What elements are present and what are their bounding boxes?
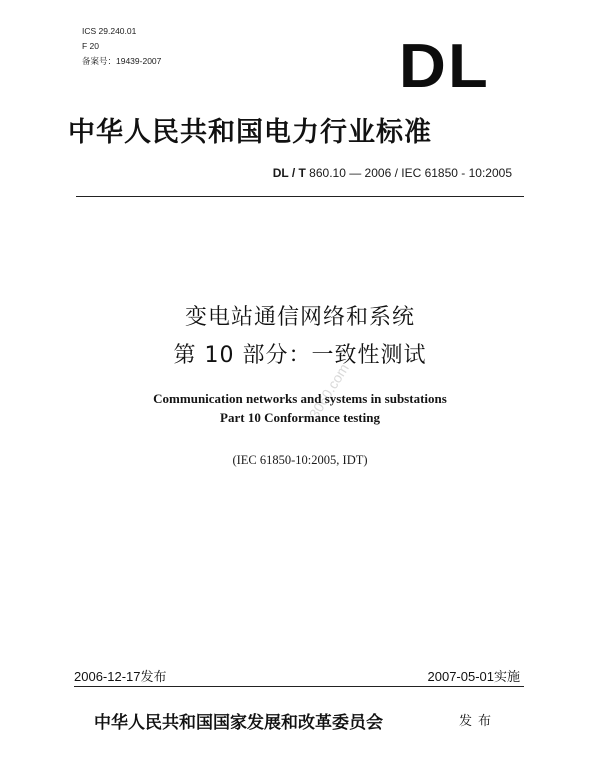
implementation-date: 2007-05-01实施 xyxy=(427,669,520,684)
chinese-title-line-2: 第 10 部分：一致性测试 xyxy=(173,343,427,368)
iec-equivalence: (IEC 61850-10:2005, IDT) xyxy=(232,453,368,467)
english-title-line-2: Part 10 Conformance testing xyxy=(220,410,380,425)
issuing-authority: 中华人民共和国国家发展和改革委员会 xyxy=(94,713,383,733)
ics-code: ICS 29.240.01 xyxy=(82,26,137,36)
record-number: 备案号：19439-2007 xyxy=(82,56,162,66)
classification-code: F 20 xyxy=(82,41,100,51)
standard-number-body: 860.10 — 2006 / IEC 61850 - 10:2005 xyxy=(309,166,512,180)
header-divider xyxy=(76,196,524,197)
english-title-line-1: Communication networks and systems in substations xyxy=(153,391,447,406)
dl-logo: DL xyxy=(399,32,491,101)
industry-standard-title: 中华人民共和国电力行业标准 xyxy=(68,117,432,148)
footer-divider xyxy=(74,686,524,687)
standard-metadata xyxy=(82,24,161,69)
standard-number-prefix: DL / T xyxy=(272,166,306,180)
issue-date: 2006-12-17发布 xyxy=(74,669,167,684)
standard-number xyxy=(273,166,512,180)
watermark: 3060.com xyxy=(305,360,352,422)
chinese-title-line-1: 变电站通信网络和系统 xyxy=(184,305,415,330)
publish-label: 发布 xyxy=(459,714,498,729)
